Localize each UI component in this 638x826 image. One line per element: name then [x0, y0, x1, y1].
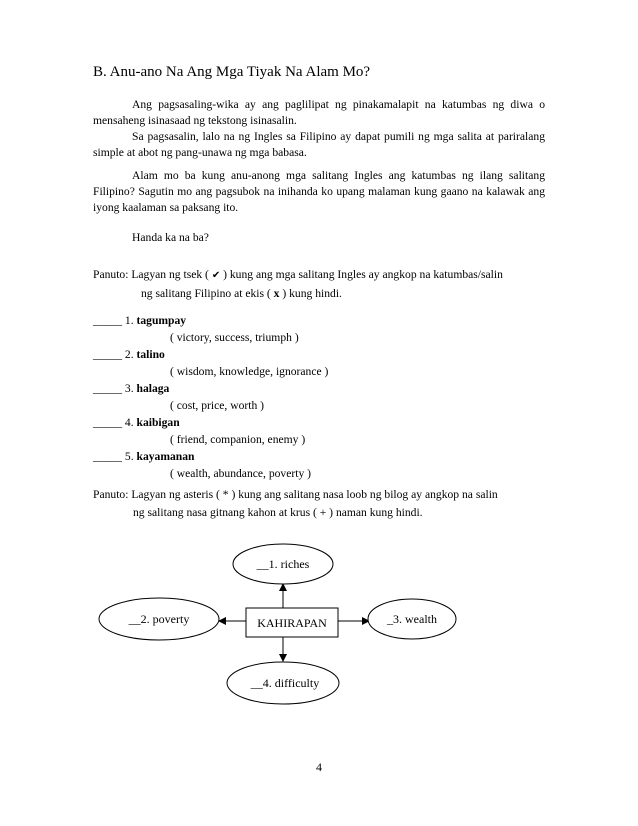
- paragraph-2: Sa pagsasalin, lalo na ng Ingles sa Filipino ay dapat pumili ng mga salita at pariralang simple at abot ng pang-unawa ng mga babasa.: [93, 130, 545, 159]
- english-choices: ( cost, price, worth ): [170, 399, 265, 412]
- filipino-word: kayamanan: [136, 450, 195, 463]
- answer-blank[interactable]: _____: [93, 382, 122, 395]
- instruction-1-line1: Panuto: Lagyan ng tsek ( ✔ ) kung ang mga salitang Ingles ay angkop na katumbas/salin: [93, 268, 503, 281]
- answer-blank[interactable]: _____: [93, 416, 122, 429]
- filipino-word: kaibigan: [136, 416, 180, 429]
- instruction-2-line1: Panuto: Lagyan ng asteris ( * ) kung ang salitang nasa loob ng bilog ay angkop na salin: [93, 488, 498, 501]
- oval-top-label[interactable]: __1. riches: [256, 557, 310, 571]
- x-mark: x: [273, 287, 280, 300]
- filipino-word: tagumpay: [136, 314, 187, 327]
- answer-blank[interactable]: _____: [93, 450, 122, 463]
- section-title: B. Anu-ano Na Ang Mga Tiyak Na Alam Mo?: [93, 64, 371, 80]
- answer-blank[interactable]: _____: [93, 314, 122, 327]
- paragraph-4: Handa ka na ba?: [132, 231, 209, 244]
- oval-left-label[interactable]: __2. poverty: [128, 612, 190, 626]
- filipino-word: halaga: [136, 382, 170, 395]
- center-box-label: KAHIRAPAN: [257, 616, 327, 630]
- filipino-word: talino: [136, 348, 165, 361]
- list-item: _____ 5. kayamanan ( wealth, abundance, poverty ): [93, 448, 328, 482]
- english-choices: ( wealth, abundance, poverty ): [170, 467, 311, 480]
- paragraph-1: Ang pagsasaling-wika ay ang paglilipat ng pinakamalapit na katumbas ng diwa o mensaheng isinasaad ng tekstong isinasalin.: [93, 98, 545, 127]
- check-icon: ✔: [211, 270, 221, 281]
- instruction-2-line2: ng salitang nasa gitnang kahon at krus ( + ) naman kung hindi.: [133, 506, 423, 519]
- english-choices: ( victory, success, triumph ): [170, 331, 299, 344]
- instruction-1-line2: ng salitang Filipino at ekis ( x ) kung hindi.: [141, 287, 342, 300]
- english-choices: ( friend, companion, enemy ): [170, 433, 306, 446]
- list-item: _____ 4. kaibigan ( friend, companion, enemy ): [93, 414, 328, 448]
- list-item: _____ 2. talino ( wisdom, knowledge, ignorance ): [93, 348, 329, 378]
- list-item: _____ 1. tagumpay ( victory, success, triumph ): [93, 312, 328, 346]
- answer-blank[interactable]: _____: [93, 348, 122, 361]
- english-choices: ( wisdom, knowledge, ignorance ): [170, 365, 329, 378]
- paragraph-3: Alam mo ba kung anu-anong mga salitang Ingles ang katumbas ng ilang salitang Filipino? Sagutin mo ang pagsubok na inihanda ko upang malaman kung gaano na kalawak ang iyong kaalaman sa paksang ito.: [93, 169, 545, 214]
- page-number: 4: [316, 760, 322, 774]
- oval-right-label[interactable]: _3. wealth: [387, 612, 437, 626]
- oval-bottom-label[interactable]: __4. difficulty: [250, 676, 320, 690]
- list-item: _____ 3. halaga ( cost, price, worth ): [93, 380, 328, 414]
